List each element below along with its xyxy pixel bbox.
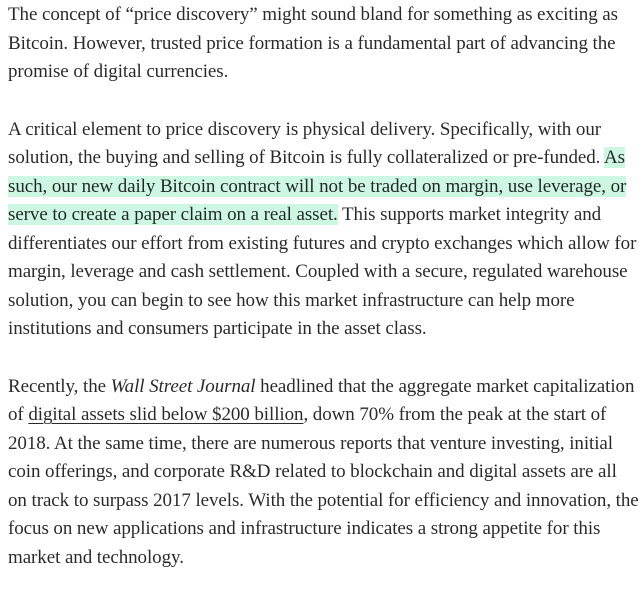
paragraph-text: This supports market integrity and differentiates our effort from existing futures and crypto exchanges which allow for margin, leverage and cash settlement. Coupled with a secure, regulated warehouse solution, you can begin to see how this market infrastructure can help more institutions and consumers participate in the asset class.: [8, 204, 637, 339]
paragraph-market-cap: [8, 373, 640, 573]
article-body: [8, 0, 640, 601]
paragraph-text: Recently, the: [8, 375, 111, 397]
publication-name: Wall Street Journal: [110, 375, 256, 397]
paragraph-text: , down 70% from the peak at the start of 2018. At the same time, there are numerous reports that venture investing, initial coin offerings, and corporate R&D related to blockchain and digital assets are all on track to surpass 2017 levels. With the potential for efficiency and innovation, the focus on new applications and infrastructure indicates a strong appetite for this market and technology.: [8, 404, 639, 568]
paragraph-price-discovery: The concept of “price discovery” might sound bland for something as exciting as Bitcoin. However, trusted price formation is a fundamental part of advancing the promise of digital currencies.: [8, 4, 618, 82]
paragraph-physical-delivery: [8, 116, 640, 344]
highlighted-text[interactable]: As such, our new daily Bitcoin contract will not be traded on margin, use leverage, or serve to create a paper claim on a real asset.: [8, 147, 627, 225]
paragraph-text: A critical element to price discovery is physical delivery. Specifically, with our solution, the buying and selling of Bitcoin is fully collateralized or pre-funded.: [8, 118, 604, 168]
digital-assets-link[interactable]: digital assets slid below $200 billion: [28, 404, 304, 425]
paragraph-text: headlined that the aggregate market capitalization of: [8, 375, 635, 425]
